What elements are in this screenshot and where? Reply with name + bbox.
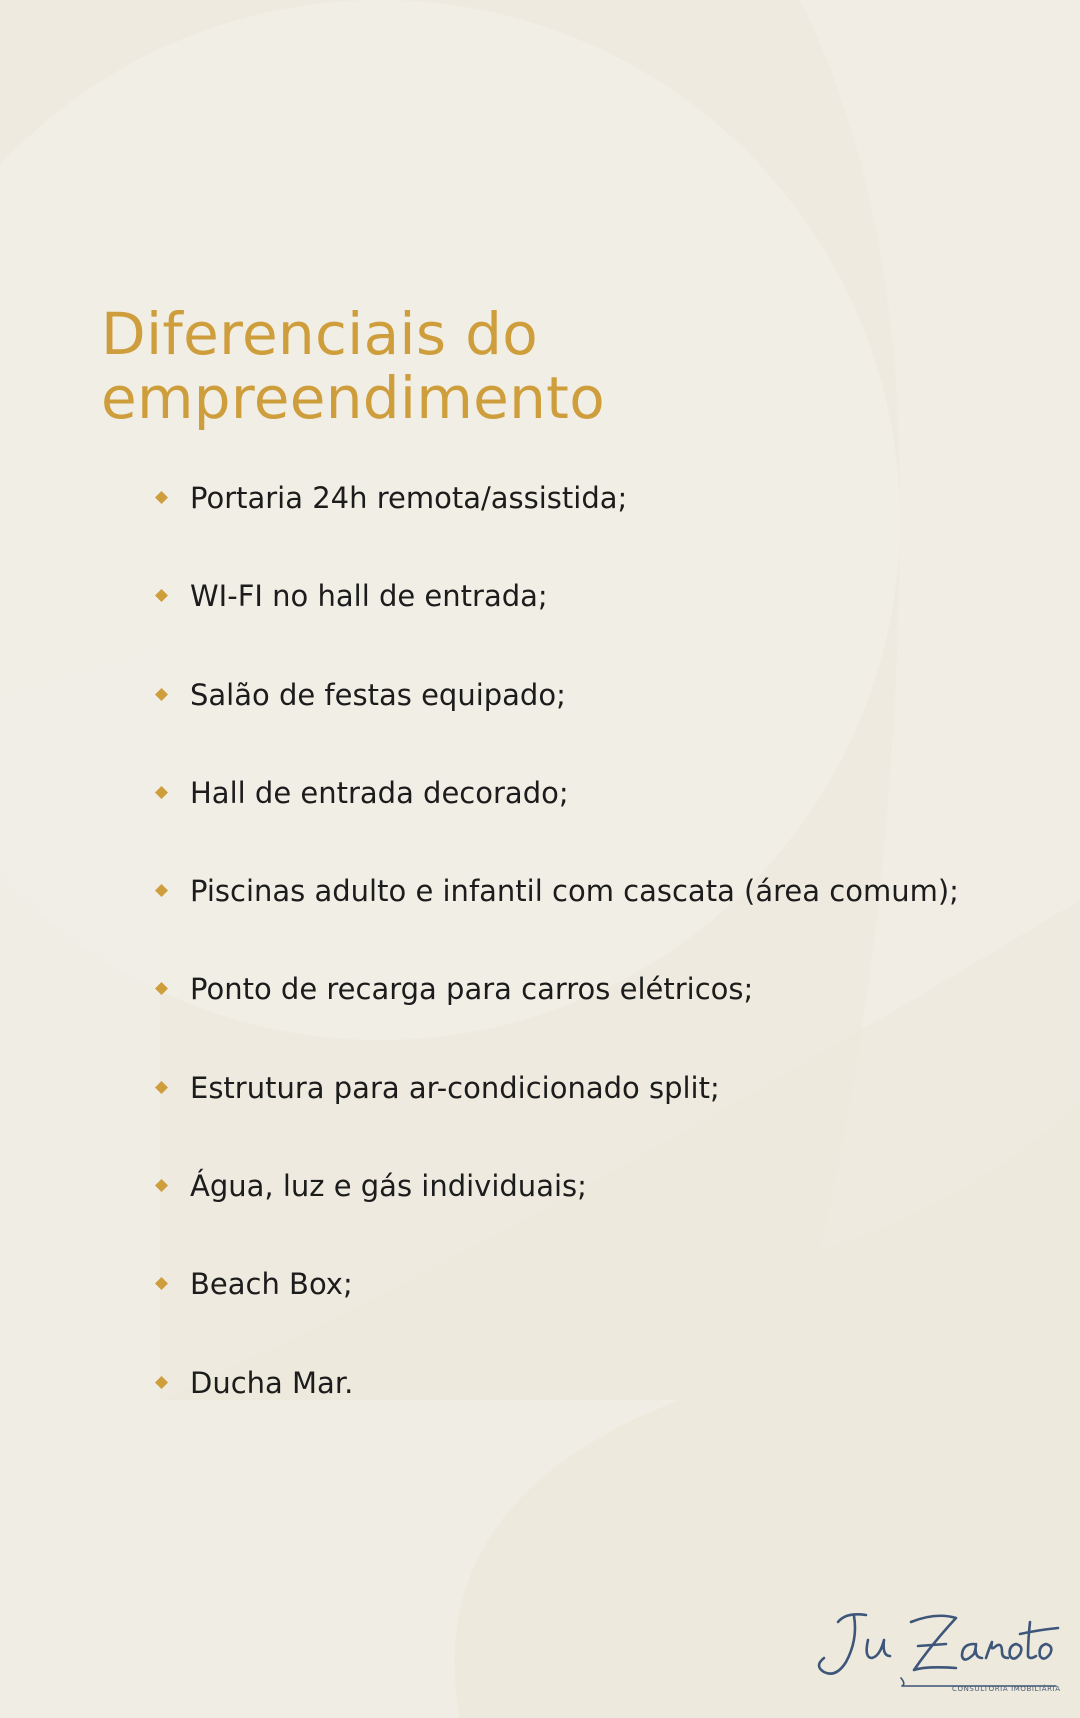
- feature-list: [155, 476, 1035, 1459]
- title-line-2: empreendimento: [101, 364, 605, 432]
- feature-label: Hall de entrada decorado;: [190, 775, 569, 810]
- page-title: [101, 302, 901, 430]
- logo-tagline: CONSULTORIA IMOBILIÁRIA: [952, 1685, 1061, 1693]
- diamond-bullet-icon: [155, 491, 168, 504]
- list-item: [155, 1361, 1035, 1459]
- list-item: [155, 673, 1035, 771]
- diamond-bullet-icon: [155, 884, 168, 897]
- diamond-bullet-icon: [155, 982, 168, 995]
- feature-label: Ponto de recarga para carros elétricos;: [190, 972, 754, 1007]
- diamond-bullet-icon: [155, 1179, 168, 1192]
- diamond-bullet-icon: [155, 786, 168, 799]
- list-item: [155, 869, 1035, 967]
- list-item: [155, 1164, 1035, 1262]
- list-item: [155, 476, 1035, 574]
- title-line-1: Diferenciais do: [101, 300, 539, 368]
- list-item: [155, 771, 1035, 869]
- diamond-bullet-icon: [155, 589, 168, 602]
- feature-label: Piscinas adulto e infantil com cascata (área comum);: [190, 874, 959, 909]
- diamond-bullet-icon: [155, 688, 168, 701]
- list-item: [155, 967, 1035, 1065]
- feature-label: Beach Box;: [190, 1267, 353, 1302]
- list-item: [155, 574, 1035, 672]
- feature-label: Ducha Mar.: [190, 1365, 354, 1400]
- diamond-bullet-icon: [155, 1376, 168, 1389]
- feature-label: Portaria 24h remota/assistida;: [190, 481, 628, 515]
- feature-label: Água, luz e gás individuais;: [190, 1169, 587, 1204]
- list-item: [155, 1262, 1035, 1360]
- diamond-bullet-icon: [155, 1081, 168, 1094]
- list-item: [155, 1066, 1035, 1164]
- feature-label: Salão de festas equipado;: [190, 677, 566, 712]
- feature-label: WI-FI no hall de entrada;: [190, 579, 548, 614]
- feature-label: Estrutura para ar-condicionado split;: [190, 1070, 720, 1105]
- diamond-bullet-icon: [155, 1277, 168, 1290]
